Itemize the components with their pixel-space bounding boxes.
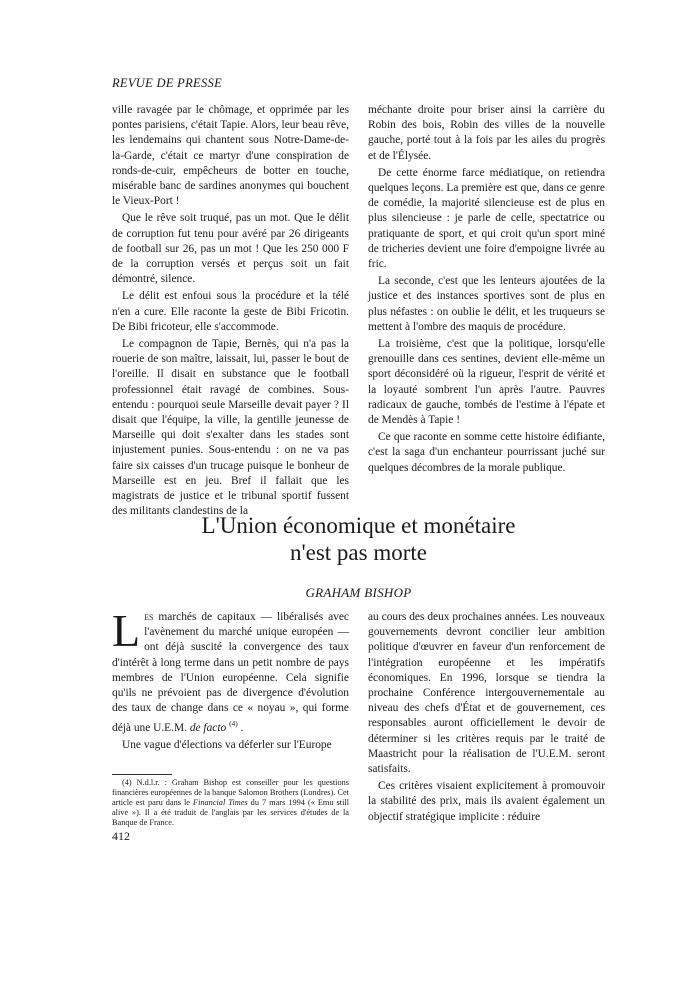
paragraph: Le compagnon de Tapie, Bernès, qui n'a pas la rouerie de son maître, laissait, lui, passer le bout de l'oreille. Il disait en substance que le football professionnel était ravagé de combines. Sous-entendu : pourquoi seule Marseille devait payer ? Il disait que l'équipe, la ville, la gentille jeunesse de Marseille qui doit s'exalter dans les stades sont injustement punies. Sous-entendu : on ne va pas faire six caisses d'un trucage puisque le bonheur de Marseille est en jeu. Bref il fallait que les magistrats de justice et le tribunal sportif fussent des militants clandestins de la <box>112 338 349 518</box>
footnote-rule <box>112 774 172 775</box>
paragraph: Le délit est enfoui sous la procédure et la télé n'en a cure. Elle raconte la geste de Bibi Fricotin. De Bibi fricoteur, elle s'accommode. <box>112 290 349 333</box>
page-number: 412 <box>112 829 130 843</box>
paragraph <box>112 605 349 736</box>
paragraph: Que le rêve soit truqué, pas un mot. Que le délit de corruption fut tenu pour avéré par 26 dirigeants de football sur 26, pas un mot ! Que les 250 000 F de la corruption versés et perçus soit un fait démontré, silence. <box>112 212 349 286</box>
footnote-text: du 7 mars 1994 (« Emu still alive »). Il a été traduit de l'anglais par les services d'études de la Banque de France. <box>112 798 350 827</box>
footnote-reference: (4) <box>229 719 238 729</box>
drop-cap: L <box>112 605 141 656</box>
paragraph: Ces critères visaient explicitement à promouvoir la stabilité des prix, mais ils avaient également un objectif stratégique implicite : réduire <box>368 780 605 823</box>
article-left-column <box>112 605 349 756</box>
paragraph: ville ravagée par le chômage, et opprimée par les pontes parisiens, c'était Tapie. Alors, leur beau rêve, les lendemains qui chantent sous Notre-Dame-de-la-Garde, c'était ce martyr d'une conspiration de ronds-de-cuir, empêcheurs de botter en touche, misérable banc de sardines anonymes qui bouchent le Vieux-Port ! <box>112 104 349 208</box>
paragraph: La seconde, c'est que les lenteurs ajoutées de la justice et des instances sportives sont de plus en plus néfastes : on oublie le délit, et les truqueurs se mettent à l'ombre des maquis de procédure. <box>368 275 605 333</box>
paragraph: Une vague d'élections va déferler sur l'Europe <box>122 739 332 752</box>
paragraph: De cette énorme farce médiatique, on retiendra quelques leçons. La première est que, dans ce genre de comédie, la majorité silencieuse est de plus en plus silencieuse : je parle de celle, spectatrice ou pratiquante de sport, et qui croit qu'un sport miné de tricheries devient une foire d'empoigne livrée au fric. <box>368 166 605 271</box>
footnote-italic: Financial Times <box>193 798 248 807</box>
article-right-column <box>368 610 605 827</box>
footnote-text: (4) N.d.l.r. : Graham Bishop est conseiller pour les questions financières européennes de la banque Salomon Brothers (Londres). Cet article est paru dans le <box>112 778 349 807</box>
paragraph-text: . <box>237 722 244 735</box>
paragraph: méchante droite pour briser ainsi la carrière du Robin des bois, Robin des villes de la nouvelle gauche, porté tout à la fois par les ailes du progrès et de l'Élysée. <box>368 104 605 162</box>
paragraph: Ce que raconte en somme cette histoire édifiante, c'est la saga d'un enchanteur pourrissant juché sur quelques décombres de la morale publique. <box>368 431 605 474</box>
italic-phrase: de facto <box>189 722 227 735</box>
article-title <box>112 512 605 566</box>
top-right-column <box>368 103 605 478</box>
article-title-line: n'est pas morte <box>289 540 427 565</box>
article-title-line: L'Union économique et monétaire <box>201 513 516 538</box>
footnote <box>112 778 349 828</box>
first-word-rest: es <box>144 611 154 623</box>
article-author: GRAHAM BISHOP <box>305 585 412 600</box>
paragraph: au cours des deux prochaines années. Les nouveaux gouvernements devront concilier leur ambition politique d'œuvrer en faveur d'un renforcement de l'intégration européenne et les impératifs économiques. En 1996, lorsque se tiendra la prochaine Conférence intergouvernementale au niveau des chefs d'État et de gouvernement, ces responsables auront officiellement le devoir de déterminer si les critères requis par le traité de Maastricht pour la réalisation de l'U.E.M. seront satisfaits. <box>368 611 605 776</box>
top-left-column <box>112 103 349 521</box>
paragraph-text: marchés de capitaux — libéralisés avec l'avènement du marché unique européen — ont déjà suscité la convergence des taux d'intérêt à long terme dans un petit nombre de pays membres de l'Union européenne. Cela signifie qu'ils ne prévoient pas de divergence d'évolution des taux de change dans ce « noyau », qui forme déjà une U.E.M. <box>112 611 349 735</box>
running-head: REVUE DE PRESSE <box>112 76 223 90</box>
paragraph: La troisième, c'est que la politique, lorsqu'elle grenouille dans ces sentines, devient elle-même un sport déconsidéré où la rigueur, l'esprit de vérité et la loyauté sombrent l'un après l'autre. Pauvres radicaux de gauche, tombés de l'estime à l'épate et de Mendès à Tapie ! <box>368 338 605 427</box>
